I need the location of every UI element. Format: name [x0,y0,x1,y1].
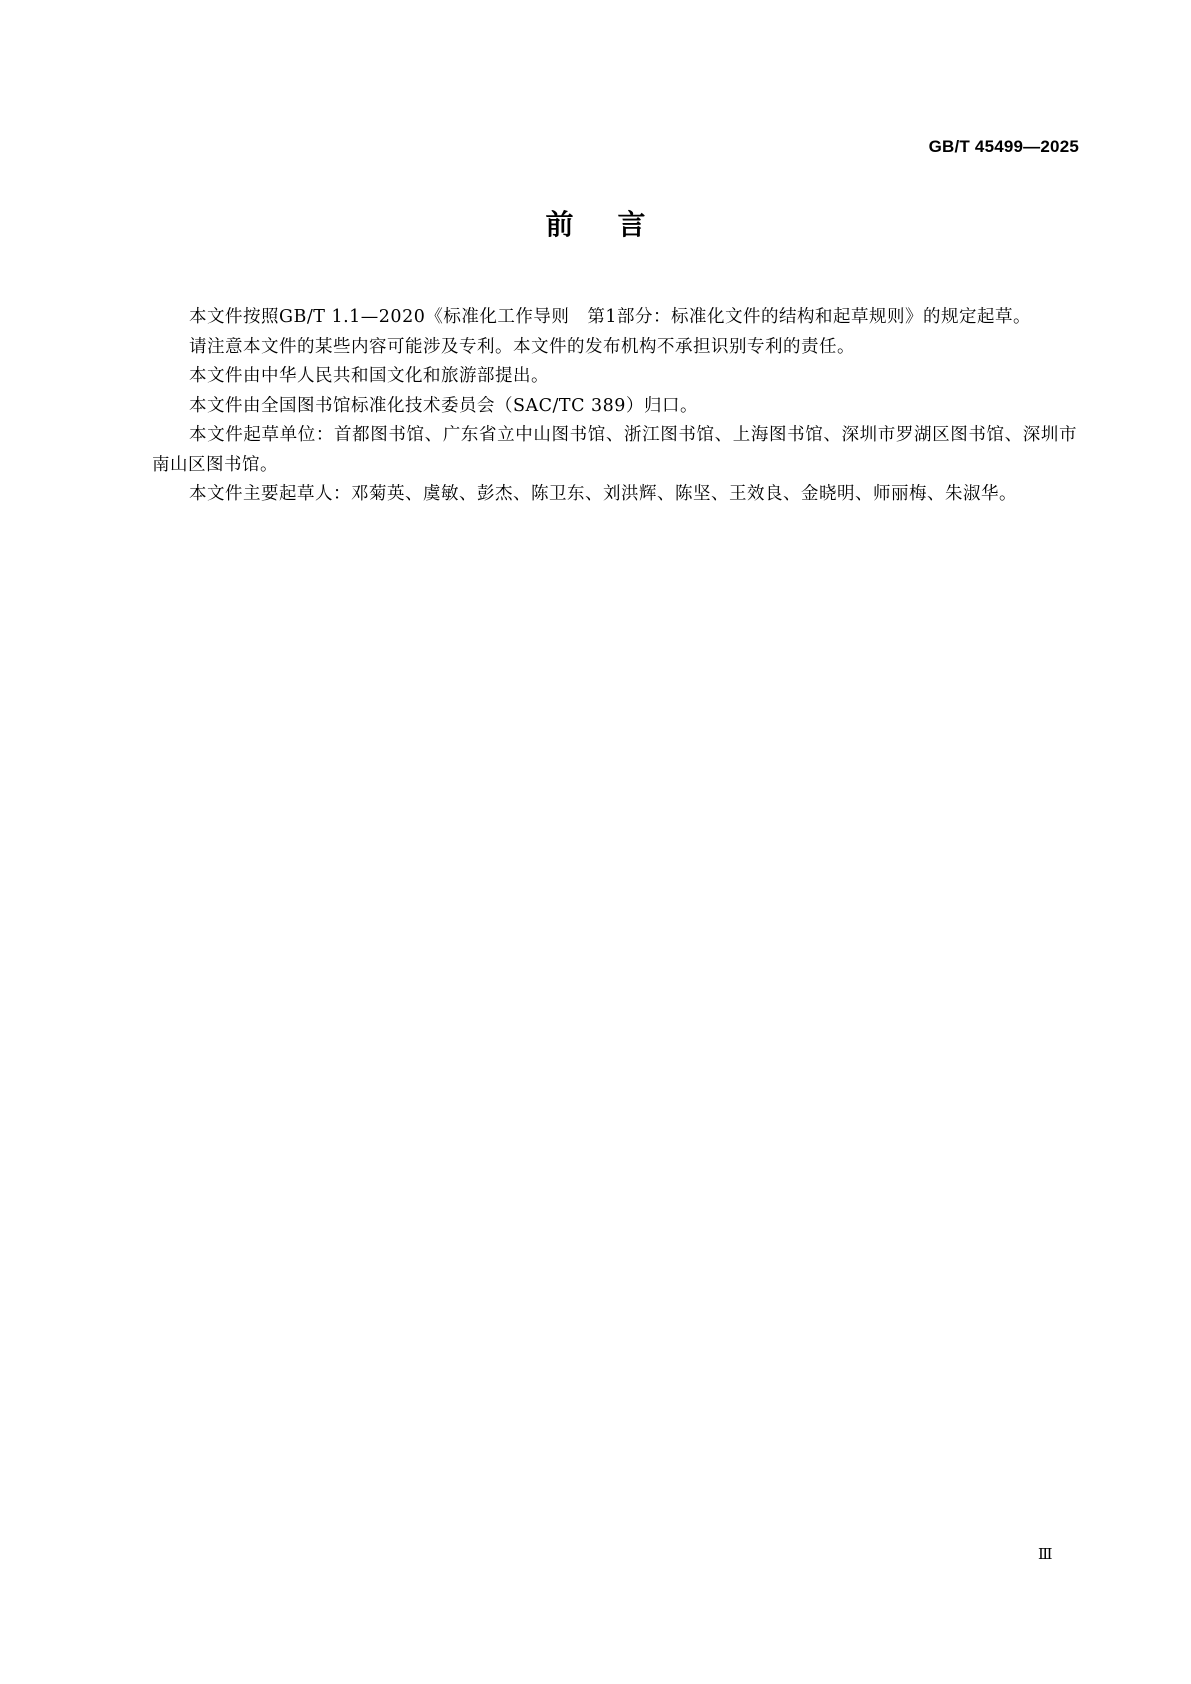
paragraph-drafting-units: 本文件起草单位：首都图书馆、广东省立中山图书馆、浙江图书馆、上海图书馆、深圳市罗湖区图书馆、深圳市南山区图书馆。 [152,425,1077,475]
paragraph-proposed-by: 本文件由中华人民共和国文化和旅游部提出。 [189,366,549,386]
paragraph-main-drafters: 本文件主要起草人：邓菊英、虞敏、彭杰、陈卫东、刘洪辉、陈坚、王效良、金晓明、师丽梅、朱淑华。 [189,484,1017,504]
foreword-body [152,303,1077,510]
page-title: 前言 [545,208,690,241]
paragraph-under-jurisdiction: 本文件由全国图书馆标准化技术委员会（SAC/TC 389）归口。 [189,395,698,416]
paragraph-patent-notice: 请注意本文件的某些内容可能涉及专利。本文件的发布机构不承担识别专利的责任。 [189,336,855,357]
document-number: GB/T 45499—2025 [928,137,1079,156]
page-number: Ⅲ [1038,1545,1053,1563]
paragraph-drafting-rules: 本文件按照GB/T 1.1—2020《标准化工作导则 第1部分：标准化文件的结构和起草规则》的规定起草。 [189,307,1031,327]
